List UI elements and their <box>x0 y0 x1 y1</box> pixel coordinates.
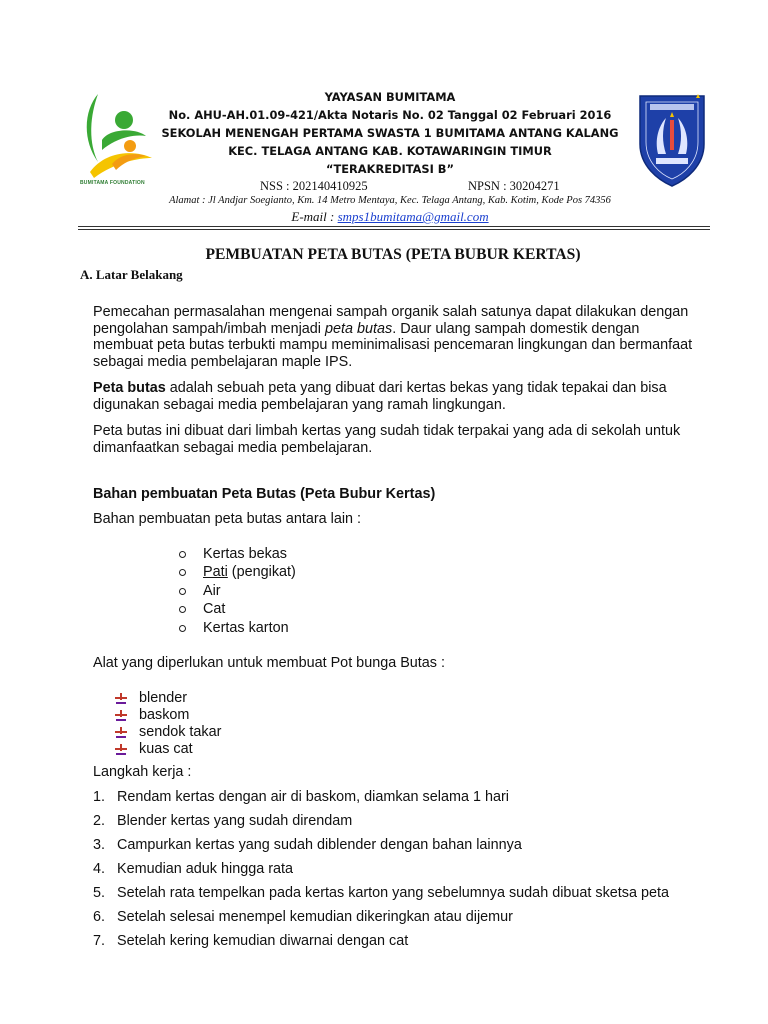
tool-label: sendok takar <box>139 723 222 740</box>
list-item <box>93 885 693 902</box>
letterhead-text <box>100 88 680 226</box>
legal-reference: No. AHU-AH.01.09-421/Akta Notaris No. 02 Tanggal 02 Februari 2016 <box>168 108 612 122</box>
paragraph-2-text: adalah sebuah peta yang dibuat dari kertas bekas yang tidak tepakai dan bisa digunakan sebagai media pembelajaran yang ramah lingkungan. <box>93 380 667 413</box>
tool-label: blender <box>139 689 188 706</box>
material-note: (pengikat) <box>227 564 296 581</box>
arrow-bullet-icon <box>115 710 127 721</box>
circle-bullet-icon <box>179 606 186 613</box>
arrow-bullet-icon <box>115 744 127 755</box>
step-text: Rendam kertas dengan air di baskom, diamkan selama 1 hari <box>117 788 509 805</box>
list-item <box>93 813 693 830</box>
nss: NSS : 202140410925 <box>260 179 368 193</box>
email-label: E-mail : <box>291 209 338 224</box>
tool-label: kuas cat <box>139 741 193 758</box>
tools-list <box>93 690 693 759</box>
step-text: Campurkan kertas yang sudah diblender dengan bahan lainnya <box>117 836 522 853</box>
document-body <box>80 244 693 957</box>
list-item <box>203 563 693 581</box>
school-shield-emblem <box>636 92 708 188</box>
school-name: SEKOLAH MENENGAH PERTAMA SWASTA 1 BUMITAMA ANTANG KALANG <box>161 126 619 140</box>
letterhead-rule-top <box>78 226 710 227</box>
address: Alamat : Jl Andjar Soegianto, Km. 14 Metro Mentaya, Kec. Telaga Antang, Kab. Kotim, Kode Pos 74356 <box>169 195 611 206</box>
list-item <box>203 582 693 600</box>
document-title: PEMBUATAN PETA BUTAS (PETA BUBUR KERTAS) <box>205 246 581 263</box>
list-item <box>93 861 693 878</box>
paragraph-1-text-b: . Daur ulang sampah domestik dengan membuat peta butas terbukti mampu meminimalisasi pencemaran lingkungan dan bermanfaat sebagai media pembelajaran maple IPS. <box>93 320 693 370</box>
paragraph-2-term: Peta butas <box>93 380 166 396</box>
step-number: 3. <box>93 836 106 853</box>
material-label: Kertas bekas <box>203 546 287 562</box>
list-item <box>93 909 693 926</box>
letterhead <box>0 0 768 240</box>
paragraph-2 <box>93 380 693 413</box>
arrow-bullet-icon <box>115 727 127 738</box>
materials-list <box>93 545 693 637</box>
circle-bullet-icon <box>179 551 186 558</box>
letterhead-rule-bottom <box>78 229 710 230</box>
list-item <box>139 707 693 724</box>
email-link[interactable]: smps1bumitama@gmail.com <box>337 209 489 224</box>
paragraph-1-text-a: Pemecahan permasalahan mengenai sampah organik salah satunya dapat dilakukan dengan pengolahan sampah/imbah menjadi <box>93 304 689 337</box>
step-number: 2. <box>93 812 106 829</box>
tools-intro: Alat yang diperlukan untuk membuat Pot bunga Butas : <box>93 655 445 672</box>
materials-intro: Bahan pembuatan peta butas antara lain : <box>93 510 362 527</box>
step-number: 7. <box>93 932 106 949</box>
material-label: Cat <box>203 601 226 618</box>
tool-label: baskom <box>139 706 190 723</box>
material-label: Air <box>203 582 221 599</box>
circle-bullet-icon <box>179 588 186 595</box>
list-item <box>203 545 693 563</box>
step-text: Setelah selesai menempel kemudian dikeringkan atau dijemur <box>117 908 513 925</box>
email-line <box>100 208 680 226</box>
paragraph-1-emphasis: peta butas <box>325 320 393 337</box>
circle-bullet-icon <box>179 625 186 632</box>
step-text: Setelah kering kemudian diwarnai dengan cat <box>117 932 409 949</box>
list-item <box>93 789 693 806</box>
step-number: 1. <box>93 788 106 805</box>
material-label: Kertas karton <box>203 619 289 636</box>
accreditation: “TERAKREDITASI B” <box>326 162 454 176</box>
materials-heading: Bahan pembuatan Peta Butas (Peta Bubur Kertas) <box>93 486 436 502</box>
circle-bullet-icon <box>179 569 186 576</box>
district: KEC. TELAGA ANTANG KAB. KOTAWARINGIN TIMUR <box>228 144 552 158</box>
list-item <box>93 837 693 854</box>
step-number: 5. <box>93 884 106 901</box>
list-item <box>139 741 693 758</box>
foundation-name: YAYASAN BUMITAMA <box>324 90 456 104</box>
step-text: Kemudian aduk hingga rata <box>117 860 294 877</box>
list-item <box>139 724 693 741</box>
school-ids <box>100 178 680 194</box>
list-item <box>139 690 693 707</box>
steps-heading: Langkah kerja : <box>93 764 192 781</box>
step-number: 4. <box>93 860 106 877</box>
steps-list <box>93 789 693 950</box>
npsn: NPSN : 30204271 <box>468 179 560 193</box>
step-text: Setelah rata tempelkan pada kertas karton yang sebelumnya sudah dibuat sketsa peta <box>117 884 669 901</box>
section-a-heading: A. Latar Belakang <box>80 267 183 282</box>
step-text: Blender kertas yang sudah direndam <box>117 812 353 829</box>
step-number: 6. <box>93 908 106 925</box>
list-item <box>93 933 693 950</box>
arrow-bullet-icon <box>115 693 127 704</box>
paragraph-3: Peta butas ini dibuat dari limbah kertas yang sudah tidak terpakai yang ada di sekolah untuk dimanfaatkan sebagai media pembelajaran. <box>93 423 681 456</box>
material-label: Pati <box>203 564 228 581</box>
logo-caption: BUMITAMA FOUNDATION <box>80 180 145 186</box>
list-item <box>203 600 693 618</box>
list-item <box>203 619 693 637</box>
paragraph-1 <box>93 304 693 370</box>
